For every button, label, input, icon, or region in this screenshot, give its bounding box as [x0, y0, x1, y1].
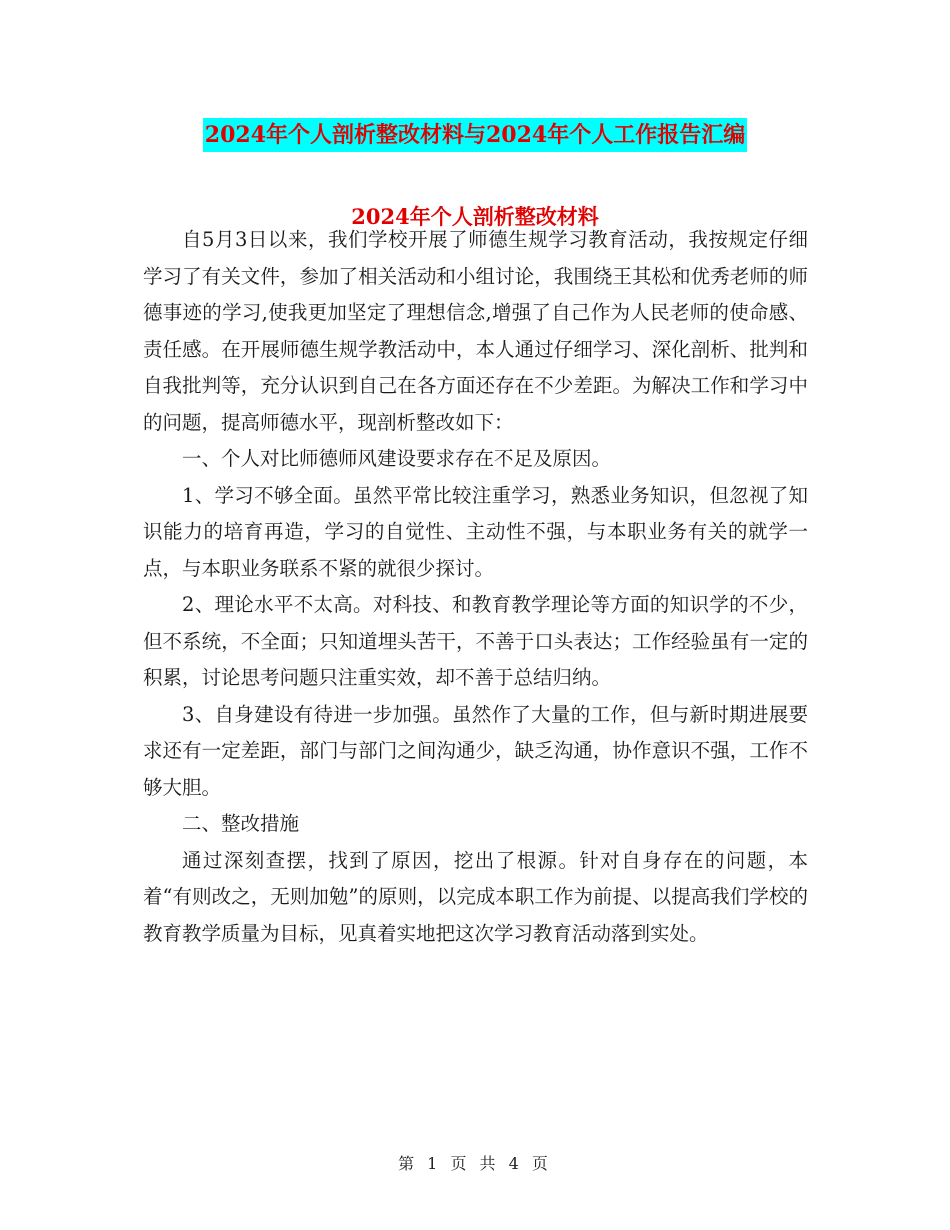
paragraph-heading-2: 二、整改措施	[182, 812, 300, 835]
paragraph-intro: 自5月3日以来，我们学校开展了师德生规学习教育活动，我按规定仔细学习了有关文件，参加了相关活动和小组讨论，我围绕王其松和优秀老师的师德事迹的学习,使我更加坚定了理想信念,增强了自己作为人民老师的使命感、责任感。在开展师德生规学教活动中，本人通过仔细学习、深化剖析、批判和自我批判等，充分认识到自己在各方面还存在不少差距。为解决工作和学习中的问题，提高师德水平，现剖析整改如下：	[143, 228, 808, 434]
paragraph-item-3: 3、自身建设有待进一步加强。虽然作了大量的工作，但与新时期进展要求还有一定差距，部门与部门之间沟通少，缺乏沟通，协作意识不强，工作不够大胆。	[143, 702, 808, 799]
paragraph-measures: 通过深刻查摆，找到了原因，挖出了根源。针对自身存在的问题，本着“有则改之，无则加勉”的原则，以完成本职工作为前提、以提高我们学校的教育教学质量为目标，见真着实地把这次学习教育活动落到实处。	[143, 848, 808, 945]
highlighted-title-text: 2024年个人剖析整改材料与2024年个人工作报告汇编	[203, 118, 747, 152]
section-title: 2024年个人剖析整改材料	[351, 204, 599, 229]
paragraph-item-2: 2、理论水平不太高。对科技、和教育教学理论等方面的知识学的不少，但不系统，不全面；只知道埋头苦干，不善于口头表达；工作经验虽有一定的积累，讨论思考问题只注重实效，却不善于总结归纳。	[143, 593, 808, 689]
document-body	[143, 222, 808, 952]
paragraph-heading-1: 一、个人对比师德师风建设要求存在不足及原因。	[182, 447, 612, 470]
page-footer: 第 1 页 共 4 页	[398, 1154, 552, 1173]
paragraph-item-1: 1、学习不够全面。虽然平常比较注重学习，熟悉业务知识，但忽视了知识能力的培育再造，学习的自觉性、主动性不强，与本职业务有关的就学一点，与本职业务联系不紧的就很少探讨。	[143, 483, 808, 580]
document-main-title	[0, 112, 950, 152]
